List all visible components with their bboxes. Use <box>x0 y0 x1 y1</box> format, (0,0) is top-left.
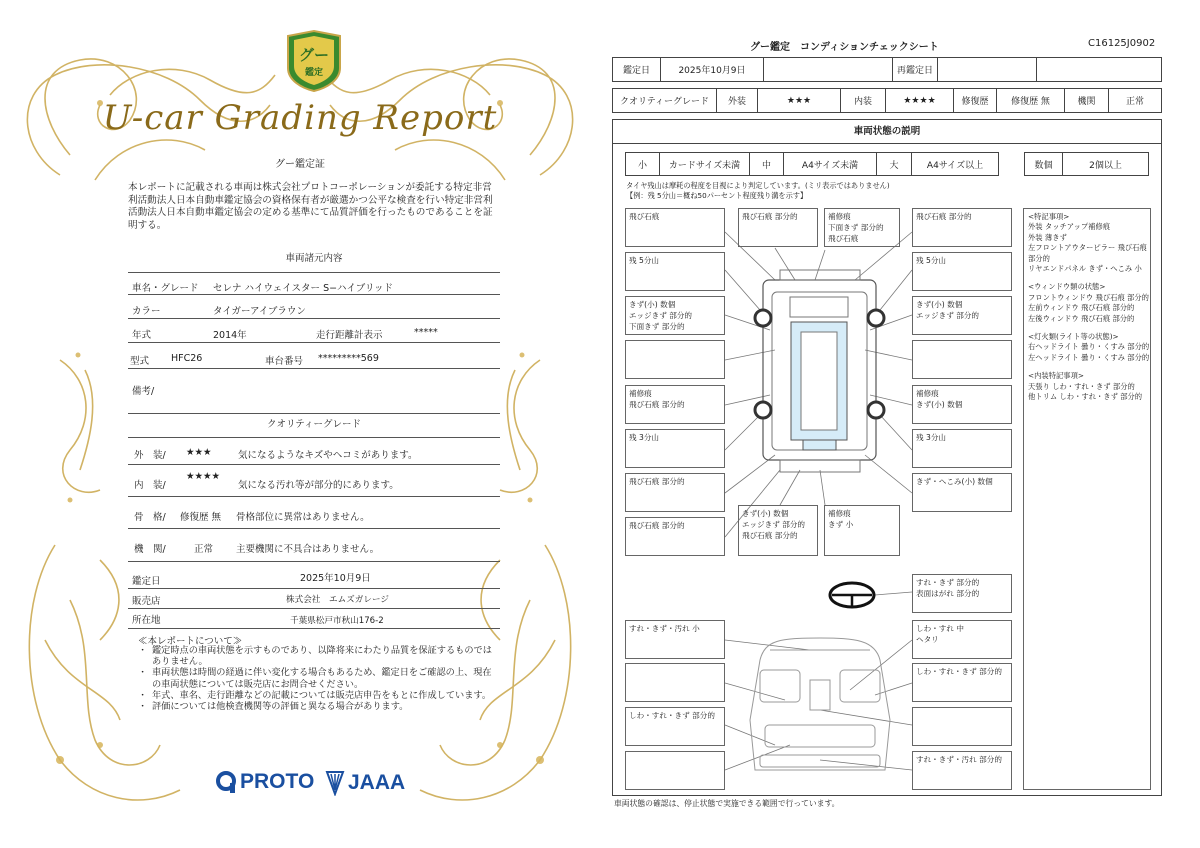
note-line: きず(小) 数個 <box>742 509 789 518</box>
quality-text: 気になるようなキズやヘコミがあります。 <box>238 450 418 461</box>
notes-heading: <灯火類(ライト等の状態)> <box>1028 332 1119 342</box>
repair-value: 修復歴 無 <box>997 89 1065 112</box>
note-line: きず・へこみ(小) 数個 <box>916 477 993 486</box>
car-top-view-icon <box>763 270 876 472</box>
notes-line: リヤエンドパネル きず・へこみ 小 <box>1028 264 1142 274</box>
spec-value: HFC26 <box>171 353 203 364</box>
note-box-left-6 <box>625 429 725 468</box>
note-line: 飛び石痕 部分的 <box>629 477 685 486</box>
condition-section-title: 車両状態の説明 <box>612 119 1162 144</box>
note-line: 飛び石痕 部分的 <box>742 212 798 221</box>
spec-label: 車名・グレード <box>132 283 199 294</box>
proto-logo-text: PROTO <box>240 770 315 793</box>
info-row-date <box>128 567 500 589</box>
spec-row-model <box>128 346 500 369</box>
exterior-label: 外装 <box>717 89 758 112</box>
note-box-front-left-top <box>625 208 725 247</box>
note-box-interior-right-1 <box>912 620 1012 659</box>
note-box-interior-right-4 <box>912 751 1012 790</box>
legend-mid-desc: A4サイズ未満 <box>784 153 877 175</box>
spec-label: カラー <box>132 306 161 317</box>
note-box-left-2 <box>625 252 725 291</box>
jaaa-logo-text: JAAA <box>348 771 406 794</box>
engine-label: 機関 <box>1065 89 1109 112</box>
notes-line: フロントウィンドウ 飛び石痕 部分的 <box>1028 292 1149 302</box>
note-box-right-6 <box>912 429 1012 468</box>
info-value: 株式会社 エムズガレージ <box>286 595 389 605</box>
notes-line: 左後ウィンドウ 飛び石痕 部分的 <box>1028 313 1135 323</box>
tire-note-line: 【例：残 5分山＝概ね50パーセント程度残り溝を示す】 <box>626 191 808 200</box>
car-interior-icon <box>750 638 890 770</box>
tire-note-line: タイヤ残山は摩耗の程度を目視により判定しています。(ミリ表示ではありません) <box>626 181 890 190</box>
quality-row-exterior <box>128 437 500 465</box>
quality-text: 骨格部位に異常はありません。 <box>236 512 370 523</box>
legend-large: 大 <box>877 153 912 175</box>
note-line: 補修痕 <box>828 509 851 518</box>
note-box-front-center-left <box>738 208 818 247</box>
note-box-right-5 <box>912 385 1012 424</box>
certificate-intro: 本レポートに記載される車両は株式会社プロトコーポレーションが委託する特定非営利活動法人日本自動車鑑定協会の資格保有者が厳選かつ公平な検査を行い特定非営利活動法人日本自動車鑑定協会の定める基準にて品質評価を行ったものであることを証明する。 <box>128 182 493 231</box>
note-line: きず(小) 数個 <box>916 400 963 409</box>
notes-line: 他トリム しわ・すれ・きず 部分的 <box>1028 392 1143 402</box>
note-box-interior-right-2 <box>912 663 1012 702</box>
note-line: 残 3分山 <box>916 433 947 442</box>
note-box-right-7 <box>912 473 1012 512</box>
note-box-interior-left-1 <box>625 620 725 659</box>
note-line: しわ・すれ・きず 部分的 <box>629 711 715 720</box>
list-item: ・ 評価については他検査機関等の評価と異なる場合があります。 <box>140 701 492 712</box>
notes-line: 左フロントアウターピラー 飛び石痕 <box>1028 243 1147 253</box>
info-value: 千葉県松戸市秋山176-2 <box>290 616 384 626</box>
legend-count-desc: 2個以上 <box>1089 160 1122 171</box>
repair-label: 修復歴 <box>954 89 997 112</box>
spec-row-name <box>128 272 500 295</box>
note-line: きず(小) 数個 <box>629 300 676 309</box>
notes-line: 左ヘッドライト 曇り・くすみ 部分的 <box>1028 352 1150 362</box>
notes-line: 左前ウィンドウ 飛び石痕 部分的 <box>1028 303 1135 313</box>
quality-row-engine <box>128 529 500 562</box>
spec-value: セレナ ハイウェイスター S−ハイブリッド <box>213 283 394 294</box>
spec-value: タイガーアイブラウン <box>213 306 306 317</box>
exterior-value: ★★★ <box>758 89 841 112</box>
quality-label: 外 装/ <box>134 450 166 461</box>
proto-logo <box>215 770 314 794</box>
proto-mark-icon <box>215 770 237 794</box>
legend-mid: 中 <box>750 153 784 175</box>
svg-text:鑑定: 鑑定 <box>304 68 324 78</box>
notes-heading: <内装特記事項> <box>1028 371 1085 381</box>
svg-text:グー: グー <box>298 46 330 64</box>
notes-line: 部分的 <box>1028 253 1050 263</box>
quality-label: 内 装/ <box>134 480 166 491</box>
note-box-right-2 <box>912 252 1012 291</box>
sheet-code: C16125J0902 <box>1088 38 1156 49</box>
legend-small: 小 <box>626 153 660 175</box>
note-box-interior-right-3 <box>912 707 1012 746</box>
quality-text: 気になる汚れ等が部分的にあります。 <box>238 480 399 491</box>
jaaa-logo <box>325 770 405 796</box>
notes-heading: <特記事項> <box>1028 212 1070 221</box>
date-value: 2025年10月9日 <box>661 58 764 81</box>
note-box-left-3 <box>625 296 725 335</box>
interior-value: ★★★★ <box>886 89 954 112</box>
note-line: 残 5分山 <box>629 256 660 265</box>
note-line: エッジきず 部分的 <box>916 311 980 320</box>
note-box-left-8 <box>625 517 725 556</box>
note-line: 飛び石痕 <box>629 212 660 221</box>
spec-label: 型式 <box>130 356 150 367</box>
quality-label: 骨 格/ <box>134 512 166 523</box>
note-line: すれ・きず・汚れ 小 <box>629 624 700 633</box>
quality-section-title: クオリティーグレード <box>128 413 500 430</box>
info-row-shop <box>128 589 500 609</box>
sheet-title: グー鑑定 コンディションチェックシート <box>750 42 939 53</box>
date-label: 鑑定日 <box>613 58 661 81</box>
spec-row-year <box>128 320 500 343</box>
note-line: 飛び石痕 部分的 <box>629 400 685 409</box>
spec-value: ***** <box>414 327 438 338</box>
note-box-interior-left-4 <box>625 751 725 790</box>
note-box-front-center <box>824 208 900 247</box>
reinspect-label: 再鑑定日 <box>893 58 938 81</box>
note-line: 残 3分山 <box>629 433 660 442</box>
note-box-left-5 <box>625 385 725 424</box>
note-line: 表面はがれ 部分的 <box>916 589 980 598</box>
info-label: 販売店 <box>132 596 161 607</box>
note-line: 補修痕 <box>629 389 652 398</box>
remarks-label: 備考/ <box>132 386 155 397</box>
info-row-address <box>128 609 500 629</box>
about-title: ≪本レポートについて≫ <box>138 636 243 647</box>
note-box-right-4 <box>912 340 1012 379</box>
note-box-interior-left-2 <box>625 663 725 702</box>
note-line: 補修痕 <box>828 212 851 221</box>
info-value: 2025年10月9日 <box>300 573 371 584</box>
interior-label: 内装 <box>841 89 886 112</box>
quality-grade: ★★★★ <box>186 471 221 482</box>
spec-row-color <box>128 296 500 319</box>
notes-line: 外装 タッチアップ補修痕 <box>1028 222 1111 232</box>
note-box-left-4 <box>625 340 725 379</box>
note-line: すれ・きず 部分的 <box>916 578 980 587</box>
quality-row-frame <box>128 497 500 529</box>
note-box-front-right-top <box>912 208 1012 247</box>
note-box-left-7 <box>625 473 725 512</box>
legend-count: 数個 <box>1025 153 1063 175</box>
spec-label: 年式 <box>132 330 152 341</box>
note-line: 飛び石痕 部分的 <box>629 521 685 530</box>
about-list <box>140 645 492 712</box>
spec-value: *********569 <box>318 353 379 364</box>
engine-value: 正常 <box>1125 97 1144 107</box>
note-line: しわ・すれ・きず 部分的 <box>916 667 1002 676</box>
note-box-rear-center <box>824 505 900 556</box>
note-line: 飛び石痕 部分的 <box>916 212 972 221</box>
note-line: 下面きず 部分的 <box>629 322 685 331</box>
note-box-steering <box>912 574 1012 613</box>
note-line: しわ・すれ 中 <box>916 624 964 633</box>
note-line: 補修痕 <box>916 389 939 398</box>
notes-line: 外装 薄きず <box>1028 232 1067 242</box>
legend-large-desc: A4サイズ以上 <box>926 160 984 171</box>
quality-text: 主要機関に不具合はありません。 <box>236 544 380 555</box>
notes-line: 右ヘッドライト 曇り・くすみ 部分的 <box>1028 342 1150 352</box>
quality-grade: 修復歴 無 <box>180 512 222 523</box>
legend-small-desc: カードサイズ未満 <box>660 153 750 175</box>
jaaa-mark-icon <box>325 770 345 796</box>
list-item: ・ 車両状態は時間の経過に伴い変化する場合もあるため、鑑定日をご確認の上、現在の車両状態については販売店にお問合せください。 <box>140 667 492 689</box>
sheet-footnote: 車両状態の確認は、停止状態で実施できる範囲で行っています。 <box>614 799 840 808</box>
note-box-right-3 <box>912 296 1012 335</box>
note-line: エッジきず 部分的 <box>742 520 806 529</box>
quality-grade: 正常 <box>194 544 214 555</box>
notes-line: 天張り しわ・すれ・きず 部分的 <box>1028 381 1135 391</box>
quality-label: 機 関/ <box>134 544 166 555</box>
spec-label: 走行距離計表示 <box>316 330 383 341</box>
quality-grade: ★★★ <box>186 447 212 458</box>
note-line: きず 小 <box>828 520 854 529</box>
notes-heading: <ウィンドウ類の状態> <box>1028 282 1106 292</box>
special-notes-panel <box>1023 208 1151 790</box>
info-label: 鑑定日 <box>132 576 161 587</box>
note-box-rear-center-left <box>738 505 818 556</box>
note-line: すれ・きず・汚れ 部分的 <box>916 755 1002 764</box>
spec-section-title: 車両諸元内容 <box>285 253 343 264</box>
note-line: ヘタリ <box>916 635 939 644</box>
note-line: きず(小) 数個 <box>916 300 963 309</box>
spec-value: 2014年 <box>213 330 247 341</box>
note-line: 下面きず 部分的 <box>828 223 884 232</box>
certificate-subtitle: グー鑑定証 <box>275 159 325 170</box>
quality-row-interior <box>128 465 500 497</box>
note-line: 飛び石痕 <box>828 234 859 243</box>
note-line: エッジきず 部分的 <box>629 311 693 320</box>
spec-label: 車台番号 <box>265 356 304 367</box>
steering-wheel-icon <box>830 583 874 607</box>
note-line: 残 5分山 <box>916 256 947 265</box>
info-label: 所在地 <box>132 615 161 626</box>
note-line: 飛び石痕 部分的 <box>742 531 798 540</box>
quality-grade-label: クオリティーグレード <box>613 89 717 112</box>
report-title: U-car Grading Report <box>102 98 498 138</box>
list-item: ・ 鑑定時点の車両状態を示すものであり、以降将来にわたり品質を保証するものではありません。 <box>140 645 492 667</box>
goo-kantei-badge-icon <box>285 30 343 92</box>
list-item: ・ 年式、車名、走行距離などの記載については販売店申告をもとに作成しています。 <box>140 690 492 701</box>
note-box-interior-left-3 <box>625 707 725 746</box>
